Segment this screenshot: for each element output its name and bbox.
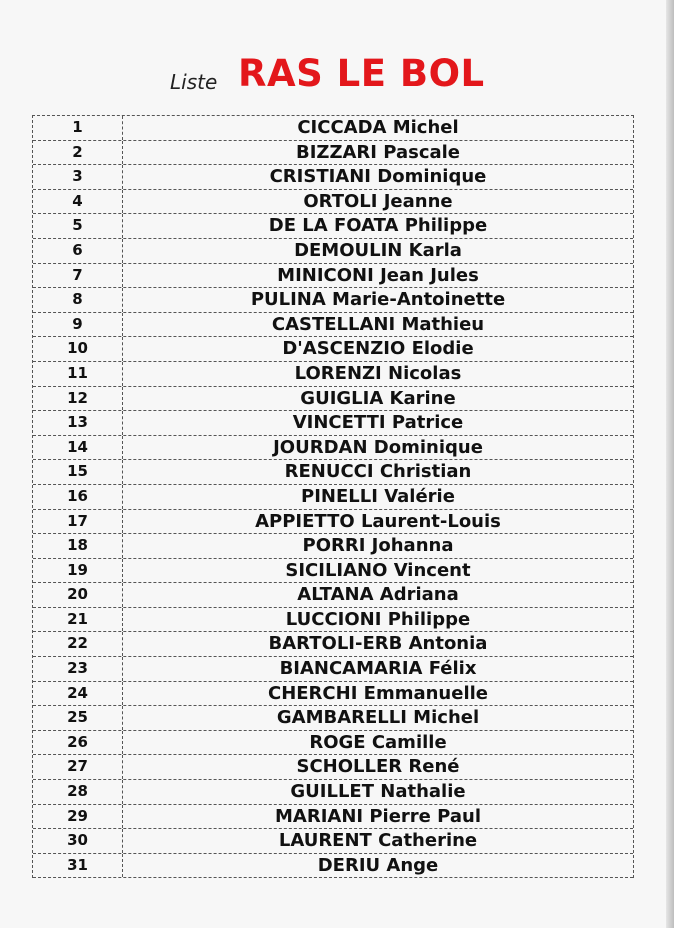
candidate-number: 31 [33,854,123,878]
table-row [33,313,633,338]
candidate-number: 4 [33,190,123,214]
table-row [33,436,633,461]
candidate-number: 15 [33,460,123,484]
candidate-name: PINELLI Valérie [301,485,455,507]
candidate-name: LAURENT Catherine [278,830,478,852]
table-row [33,460,633,485]
list-header [0,52,674,102]
candidate-name: JOURDAN Dominique [273,436,483,458]
candidate-number: 17 [33,510,123,534]
candidate-number: 6 [33,239,123,263]
candidate-number: 12 [33,387,123,411]
table-row [33,780,633,805]
table-row [33,288,633,313]
table-row [33,829,633,854]
table-row [33,854,633,879]
candidate-name: ORTOLI Jeanne [303,190,453,212]
page-edge-shadow [666,0,674,928]
candidate-name: SCHOLLER René [296,756,460,778]
table-row [33,608,633,633]
candidate-number: 24 [33,682,123,706]
list-prefix: Liste [170,70,218,94]
candidate-name: DEMOULIN Karla [294,239,462,261]
candidate-name: CHERCHI Emmanuelle [267,682,488,704]
candidate-number: 13 [33,411,123,435]
table-row [33,682,633,707]
candidate-name: APPIETTO Laurent-Louis [255,510,501,532]
candidate-number: 1 [33,116,123,140]
candidate-name: LUCCIONI Philippe [285,608,471,630]
candidate-name: SICILIANO Vincent [285,559,471,581]
candidate-number: 8 [33,288,123,312]
table-row [33,534,633,559]
candidate-number: 14 [33,436,123,460]
table-row [33,264,633,289]
candidate-name: GUIGLIA Karine [300,387,456,409]
table-row [33,214,633,239]
table-row [33,239,633,264]
candidate-name: MINICONI Jean Jules [277,264,479,286]
table-row [33,485,633,510]
table-row [33,510,633,535]
table-row [33,805,633,830]
table-row [33,755,633,780]
candidate-number: 21 [33,608,123,632]
candidate-number: 23 [33,657,123,681]
candidate-number: 11 [33,362,123,386]
candidate-number: 19 [33,559,123,583]
candidate-name: DERIU Ange [317,854,439,876]
list-title: RAS LE BOL [238,52,485,95]
candidate-number: 28 [33,780,123,804]
candidate-number: 22 [33,632,123,656]
candidate-name: CASTELLANI Mathieu [271,313,485,335]
candidate-number: 16 [33,485,123,509]
table-row [33,190,633,215]
candidate-number: 25 [33,706,123,730]
table-row [33,731,633,756]
table-row [33,657,633,682]
candidate-name: GAMBARELLI Michel [276,707,480,729]
table-row [33,559,633,584]
candidate-name: RENUCCI Christian [284,461,472,483]
candidate-name: BIANCAMARIA Félix [279,658,477,680]
table-row [33,362,633,387]
table-row [33,583,633,608]
candidate-name: BARTOLI-ERB Antonia [268,633,488,655]
table-row [33,141,633,166]
table-row [33,706,633,731]
candidate-name: PORRI Johanna [302,535,454,557]
candidate-number: 26 [33,731,123,755]
candidate-number: 3 [33,165,123,189]
candidate-name: DE LA FOATA Philippe [268,215,488,237]
table-row [33,165,633,190]
table-row [33,116,633,141]
candidate-name: PULINA Marie-Antoinette [250,289,506,311]
candidate-name: VINCETTI Patrice [292,412,464,434]
candidate-name: CRISTIANI Dominique [269,166,487,188]
table-row [33,337,633,362]
table-row [33,387,633,412]
candidate-number: 5 [33,214,123,238]
table-row [33,411,633,436]
candidate-number: 7 [33,264,123,288]
candidate-number: 27 [33,755,123,779]
candidate-number: 10 [33,337,123,361]
candidate-name: LORENZI Nicolas [294,362,462,384]
candidate-name: MARIANI Pierre Paul [275,805,481,827]
candidate-name: CICCADA Michel [297,117,459,138]
candidate-name: ALTANA Adriana [297,584,459,606]
table-row [33,632,633,657]
candidate-name: D'ASCENZIO Elodie [282,338,474,360]
candidate-name: BIZZARI Pascale [295,141,461,163]
candidate-number: 9 [33,313,123,337]
candidate-number: 29 [33,805,123,829]
candidate-name: ROGE Camille [309,731,447,753]
candidate-name: GUILLET Nathalie [290,781,466,803]
candidate-table [32,115,634,878]
candidate-number: 18 [33,534,123,558]
candidate-number: 20 [33,583,123,607]
candidate-number: 30 [33,829,123,853]
candidate-number: 2 [33,141,123,165]
